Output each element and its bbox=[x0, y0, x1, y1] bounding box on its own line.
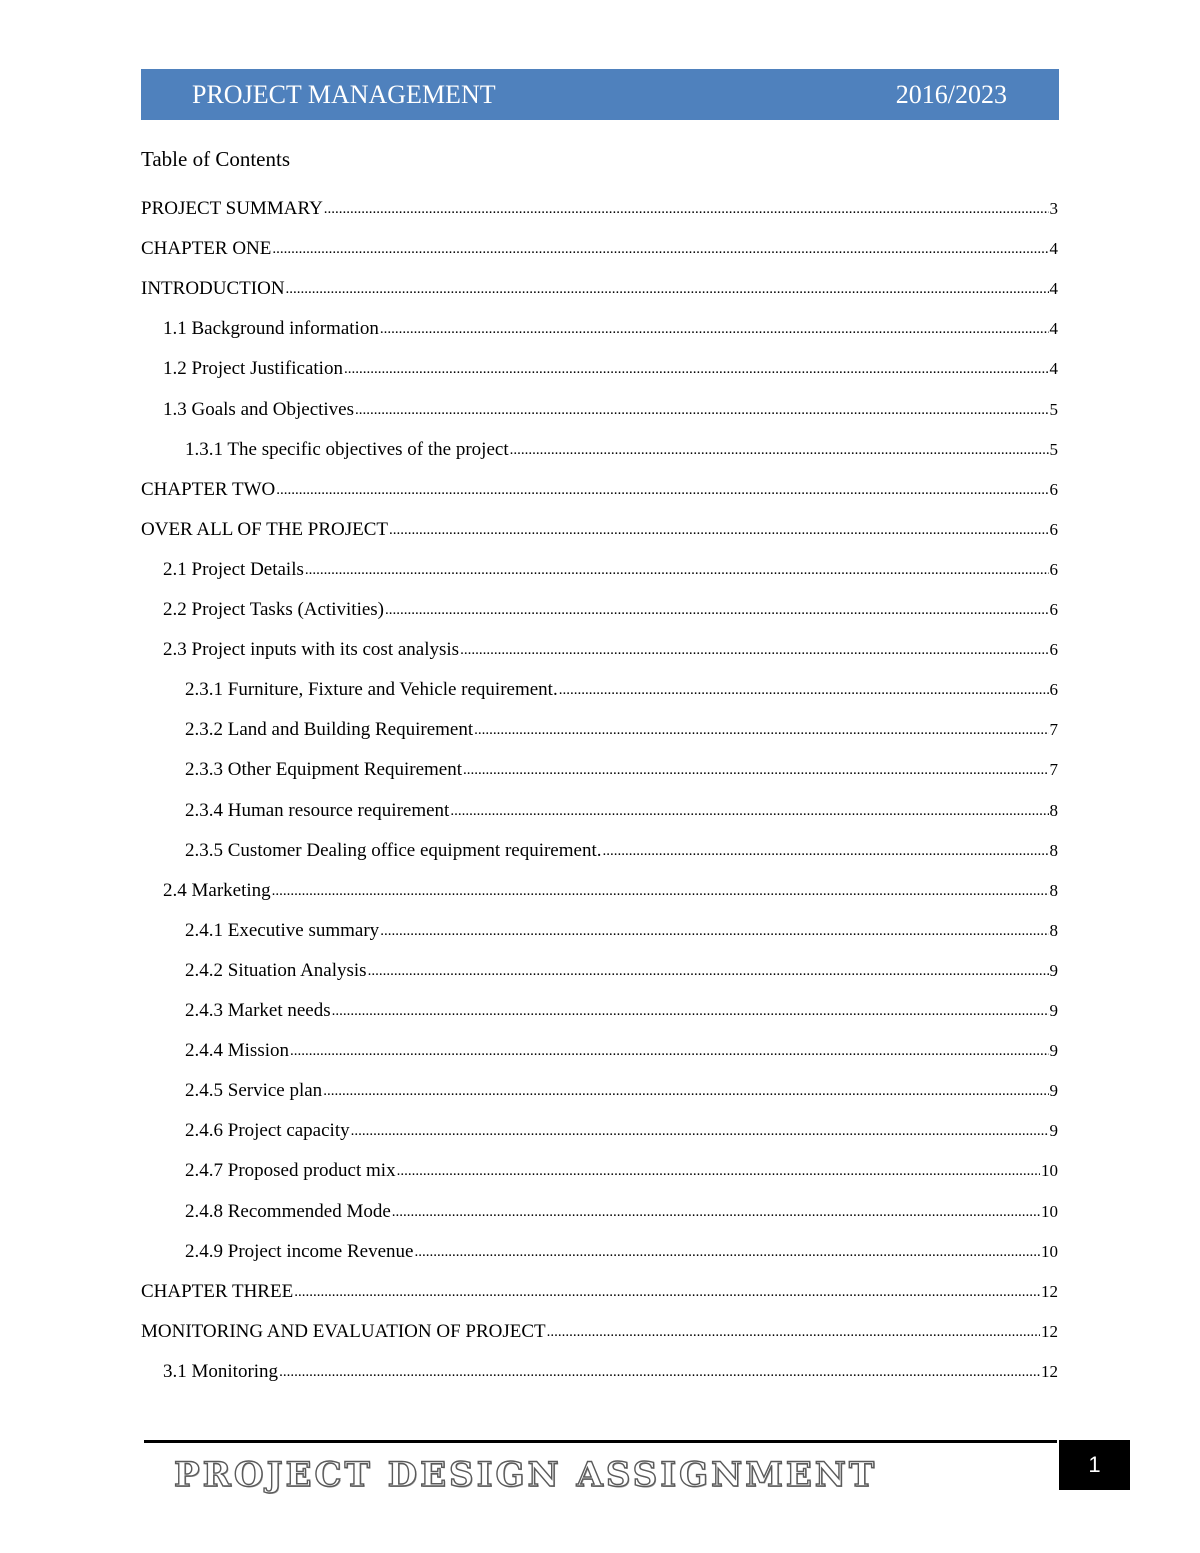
toc-entry-label: 2.4.3 Market needs bbox=[185, 1000, 331, 1021]
toc-entry-label: 2.4.4 Mission bbox=[185, 1040, 289, 1062]
toc-leader-dots bbox=[323, 1079, 1048, 1101]
footer-divider bbox=[144, 1440, 1057, 1443]
toc-entry-label: 2.4 Marketing bbox=[163, 879, 271, 901]
toc-entry[interactable] bbox=[185, 1120, 1058, 1146]
toc-entry-page: 12 bbox=[1041, 1321, 1058, 1341]
toc-leader-dots bbox=[286, 277, 1049, 299]
toc-leader-dots bbox=[276, 478, 1048, 500]
toc-entry-label: 2.3.2 Land and Building Requirement bbox=[185, 719, 474, 741]
toc-entry[interactable] bbox=[185, 840, 1058, 866]
toc-entry-page: 4 bbox=[1049, 359, 1058, 379]
toc-entry[interactable] bbox=[141, 278, 1058, 304]
toc-leader-dots bbox=[602, 839, 1048, 861]
toc-entry-page: 6 bbox=[1049, 600, 1058, 619]
toc-entry-label: 2.1 Project Details bbox=[163, 558, 304, 580]
toc-entry-page: 6 bbox=[1049, 680, 1058, 700]
toc-leader-dots bbox=[351, 1119, 1049, 1141]
toc-leader-dots bbox=[389, 518, 1048, 540]
toc-entry-label: 2.3.1 Furniture, Fixture and Vehicle requirement. bbox=[185, 679, 558, 701]
toc-entry[interactable] bbox=[163, 358, 1058, 384]
toc-entry[interactable] bbox=[141, 238, 1058, 264]
toc-leader-dots bbox=[294, 1280, 1040, 1302]
toc-title: Table of Contents bbox=[141, 147, 290, 171]
toc-entry-label: 2.4.6 Project capacity bbox=[185, 1120, 350, 1142]
toc-entry-label: PROJECT SUMMARY bbox=[141, 198, 323, 219]
toc-entry-label: 2.4.7 Proposed product mix bbox=[185, 1160, 396, 1182]
toc-entry[interactable] bbox=[185, 1201, 1058, 1227]
toc-leader-dots bbox=[510, 438, 1049, 460]
toc-entry-page: 9 bbox=[1049, 1041, 1058, 1061]
toc-entry[interactable] bbox=[185, 1241, 1058, 1267]
toc-entry-page: 9 bbox=[1049, 1121, 1058, 1141]
toc-entry[interactable] bbox=[141, 479, 1058, 505]
toc-entry-label: OVER ALL OF THE PROJECT bbox=[141, 518, 389, 540]
toc-leader-dots bbox=[397, 1159, 1040, 1181]
toc-leader-dots bbox=[324, 197, 1049, 219]
toc-entry-page: 4 bbox=[1049, 319, 1058, 339]
toc-entry[interactable] bbox=[185, 719, 1058, 745]
toc-leader-dots bbox=[460, 638, 1048, 660]
toc-entry[interactable] bbox=[141, 1281, 1058, 1307]
toc-leader-dots bbox=[272, 879, 1049, 901]
toc-entry-page: 9 bbox=[1049, 960, 1058, 980]
toc-leader-dots bbox=[474, 718, 1048, 740]
toc-entry-label: 2.4.9 Project income Revenue bbox=[185, 1240, 414, 1262]
toc-entry-label: INTRODUCTION bbox=[141, 278, 285, 300]
page-number: 1 bbox=[1059, 1440, 1130, 1490]
toc-entry-page: 6 bbox=[1049, 519, 1058, 539]
toc-entry-label: MONITORING AND EVALUATION OF PROJECT bbox=[141, 1320, 546, 1342]
toc-entry-label: 2.3.3 Other Equipment Requirement bbox=[185, 759, 463, 781]
toc-leader-dots bbox=[368, 959, 1049, 981]
toc-entry[interactable] bbox=[185, 439, 1058, 465]
toc-entry-label: 2.4.8 Recommended Mode bbox=[185, 1200, 391, 1222]
header-title: PROJECT MANAGEMENT bbox=[192, 79, 496, 109]
toc-entry[interactable] bbox=[163, 880, 1058, 906]
toc-entry-label: 1.3 Goals and Objectives bbox=[163, 398, 355, 420]
toc-entry[interactable] bbox=[141, 1321, 1058, 1347]
header-years: 2016/2023 bbox=[895, 79, 1007, 109]
toc-leader-dots bbox=[380, 317, 1049, 339]
toc-entry[interactable] bbox=[185, 1160, 1058, 1186]
toc-entry-label: 2.3 Project inputs with its cost analysis bbox=[163, 639, 460, 661]
toc-leader-dots bbox=[355, 398, 1048, 420]
toc-entry-label: 3.1 Monitoring bbox=[163, 1360, 279, 1382]
toc-entry-page: 5 bbox=[1049, 399, 1058, 419]
toc-entry-label: 2.4.2 Situation Analysis bbox=[185, 959, 367, 981]
toc-leader-dots bbox=[414, 1240, 1040, 1262]
toc-entry[interactable] bbox=[185, 800, 1058, 826]
toc-entry[interactable] bbox=[141, 198, 1058, 224]
toc-entry[interactable] bbox=[185, 1000, 1058, 1026]
toc-entry-page: 4 bbox=[1049, 239, 1058, 259]
toc-entry[interactable] bbox=[163, 318, 1058, 344]
toc-entry[interactable] bbox=[185, 960, 1058, 986]
toc-entry-label: 2.4.1 Executive summary bbox=[185, 919, 380, 941]
toc-leader-dots bbox=[272, 237, 1048, 259]
page-header bbox=[141, 69, 1059, 120]
toc-entry[interactable] bbox=[163, 639, 1058, 665]
toc-entry-page: 9 bbox=[1049, 1001, 1058, 1020]
footer-title: PROJECT DESIGN ASSIGNMENT bbox=[174, 1455, 878, 1495]
toc-entry-page: 8 bbox=[1049, 880, 1058, 900]
toc-entry[interactable] bbox=[185, 679, 1058, 705]
toc-leader-dots bbox=[279, 1360, 1040, 1382]
toc-leader-dots bbox=[463, 758, 1048, 780]
toc-entry-label: 2.4.5 Service plan bbox=[185, 1080, 323, 1102]
toc-entry-page: 10 bbox=[1041, 1201, 1058, 1221]
toc-entry-label: CHAPTER ONE bbox=[141, 238, 272, 260]
toc-entry[interactable] bbox=[185, 759, 1058, 785]
toc-entry-page: 7 bbox=[1049, 760, 1058, 780]
toc-entry-page: 3 bbox=[1049, 199, 1058, 218]
toc-entry-label: 1.3.1 The specific objectives of the project bbox=[185, 438, 509, 460]
toc-entry-page: 8 bbox=[1049, 800, 1058, 820]
toc-entry-page: 12 bbox=[1041, 1281, 1058, 1301]
toc-entry-label: CHAPTER THREE bbox=[141, 1280, 294, 1302]
toc-entry-page: 4 bbox=[1049, 279, 1058, 299]
toc-entry-page: 5 bbox=[1049, 439, 1058, 459]
toc-entry-page: 8 bbox=[1049, 840, 1058, 860]
toc-entry-page: 10 bbox=[1041, 1241, 1058, 1261]
toc-entry[interactable] bbox=[163, 399, 1058, 425]
toc-entry-label: CHAPTER TWO bbox=[141, 478, 276, 500]
toc-entry-page: 10 bbox=[1041, 1161, 1058, 1181]
toc-entry[interactable] bbox=[185, 920, 1058, 946]
toc-entry-label: 2.2 Project Tasks (Activities) bbox=[163, 599, 385, 620]
toc-leader-dots bbox=[380, 919, 1048, 941]
toc-entry[interactable] bbox=[163, 1361, 1058, 1387]
toc-entry[interactable] bbox=[163, 559, 1058, 585]
toc-entry-page: 9 bbox=[1049, 1081, 1058, 1101]
toc-entry[interactable] bbox=[141, 519, 1058, 545]
toc-entry-label: 1.2 Project Justification bbox=[163, 358, 343, 380]
toc-leader-dots bbox=[392, 1200, 1040, 1222]
toc-leader-dots bbox=[385, 598, 1048, 620]
toc-leader-dots bbox=[290, 1039, 1049, 1061]
toc-entry-page: 7 bbox=[1049, 720, 1058, 740]
toc-entry-page: 6 bbox=[1049, 479, 1058, 499]
toc-entry-page: 6 bbox=[1049, 640, 1058, 660]
toc-entry[interactable] bbox=[163, 599, 1058, 625]
toc-leader-dots bbox=[547, 1320, 1040, 1342]
toc-entry-page: 12 bbox=[1041, 1361, 1058, 1381]
toc-leader-dots bbox=[344, 357, 1049, 379]
toc-entry-label: 1.1 Background information bbox=[163, 318, 379, 340]
toc-entry-label: 2.3.5 Customer Dealing office equipment requirement. bbox=[185, 839, 602, 861]
toc-entry-page: 6 bbox=[1049, 559, 1058, 579]
toc-entry[interactable] bbox=[185, 1080, 1058, 1106]
toc-entry[interactable] bbox=[185, 1040, 1058, 1066]
toc-entry-label: 2.3.4 Human resource requirement bbox=[185, 799, 450, 821]
toc-entry-page: 8 bbox=[1049, 920, 1058, 940]
toc-leader-dots bbox=[450, 799, 1048, 821]
toc-leader-dots bbox=[305, 558, 1049, 580]
toc-leader-dots bbox=[332, 999, 1049, 1021]
toc-leader-dots bbox=[559, 678, 1049, 700]
